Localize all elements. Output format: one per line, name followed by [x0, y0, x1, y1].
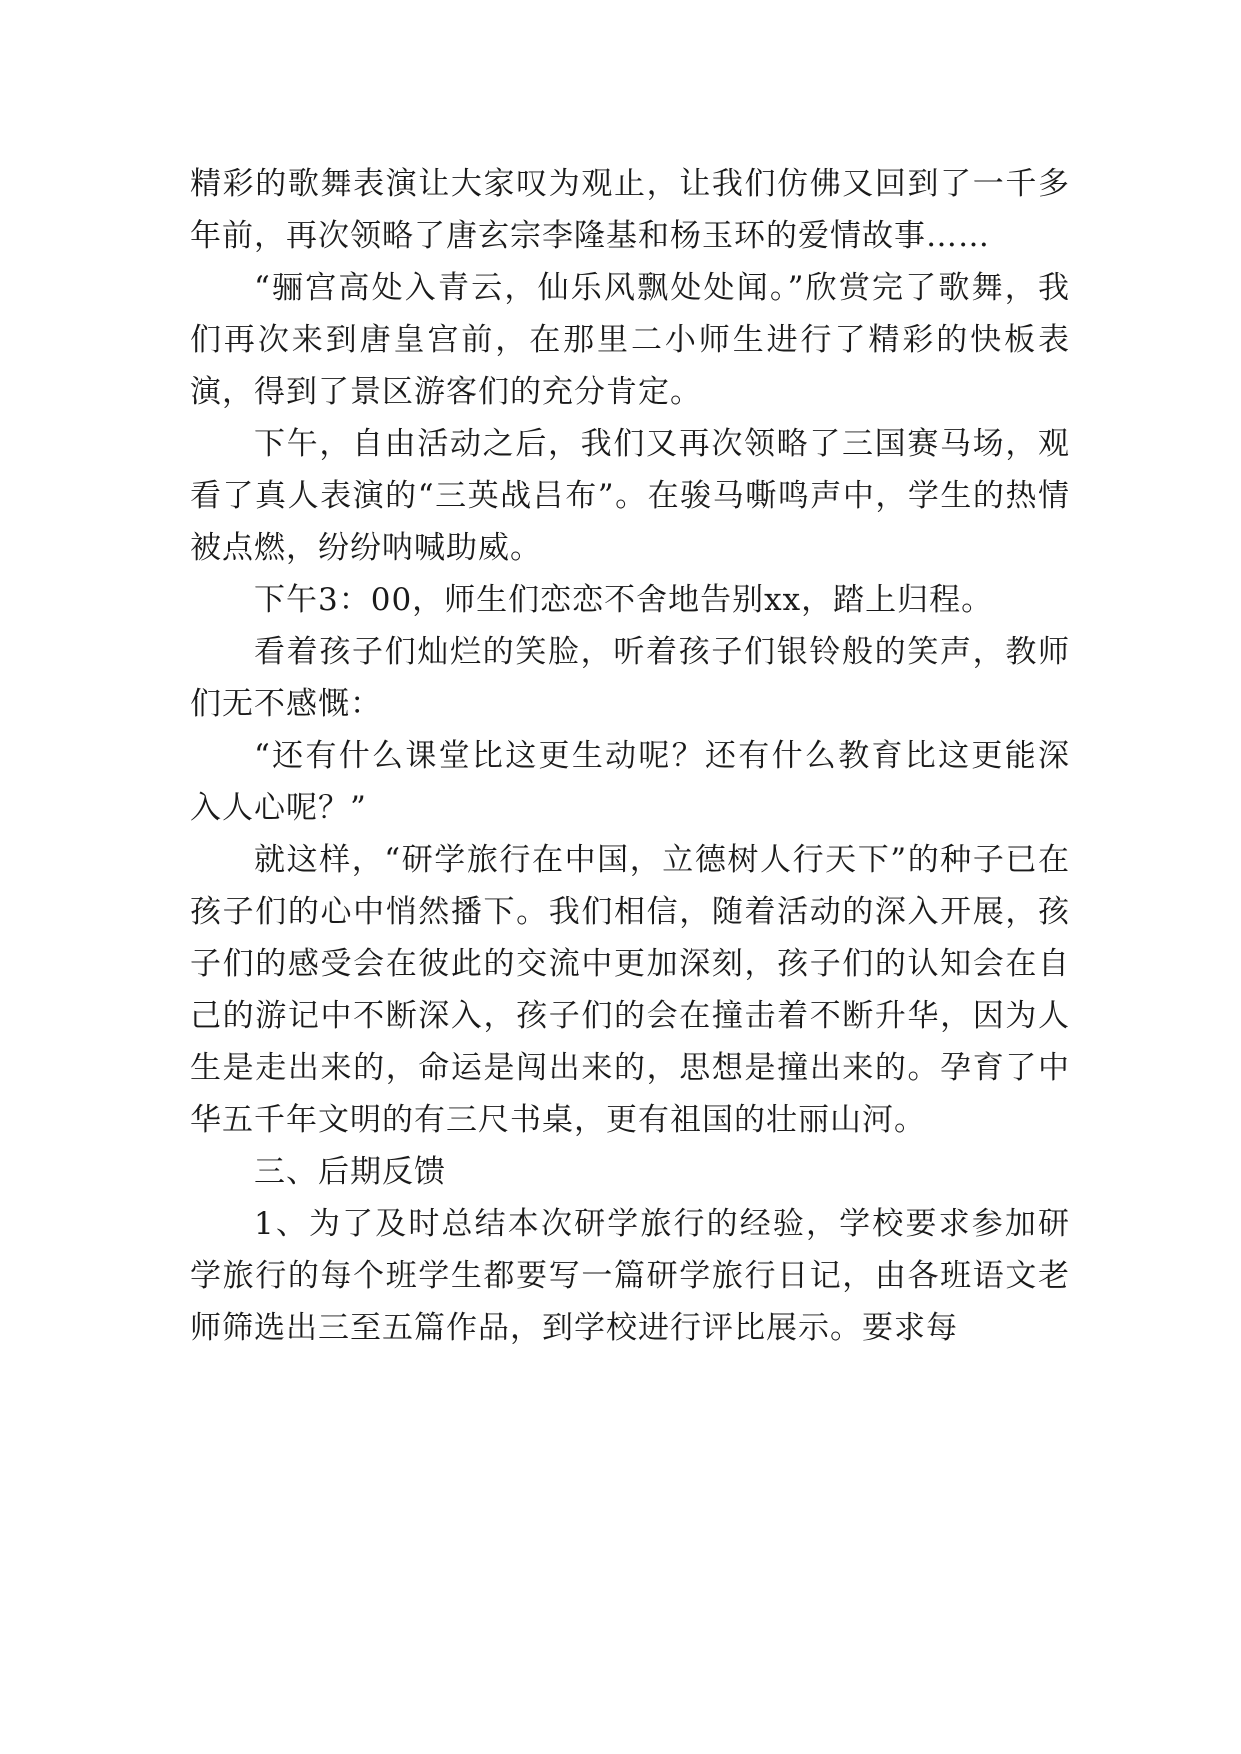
paragraph-feedback-item-1: 1、为了及时总结本次研学旅行的经验，学校要求参加研学旅行的每个班学生都要写一篇研学旅行日记，由各班语文老师筛选出三至五篇作品，到学校进行评比展示。要求每: [190, 1206, 1070, 1346]
paragraph-quote: “还有什么课堂比这更生动呢？还有什么教育比这更能深入人心呢？”: [190, 738, 1070, 826]
paragraph-song-dance: 精彩的歌舞表演让大家叹为观止，让我们仿佛又回到了一千多年前，再次领略了唐玄宗李隆基和杨玉环的爱情故事……: [190, 166, 1070, 254]
paragraph-afternoon-horse-show: 下午，自由活动之后，我们又再次领略了三国赛马场，观看了真人表演的“三英战吕布”。在骏马嘶鸣声中，学生的热情被点燃，纷纷呐喊助威。: [190, 426, 1070, 566]
paragraph-return-trip: 下午3：00，师生们恋恋不舍地告别xx，踏上归程。: [254, 582, 994, 618]
paragraph-teacher-reflection: 看着孩子们灿烂的笑脸，听着孩子们银铃般的笑声，教师们无不感慨：: [190, 634, 1070, 722]
document-body: [190, 158, 1070, 1354]
paragraph-conclusion: 就这样，“研学旅行在中国，立德树人行天下”的种子已在孩子们的心中悄然播下。我们相信，随着活动的深入开展，孩子们的感受会在彼此的交流中更加深刻，孩子们的认知会在自己的游记中不断深入，孩子们的会在撞击着不断升华，因为人生是走出来的，命运是闯出来的，思想是撞出来的。孕育了中华五千年文明的有三尺书桌，更有祖国的壮丽山河。: [190, 842, 1070, 1138]
paragraph-lishan-palace: “骊宫高处入青云，仙乐风飘处处闻。”欣赏完了歌舞，我们再次来到唐皇宫前，在那里二小师生进行了精彩的快板表演，得到了景区游客们的充分肯定。: [190, 270, 1070, 410]
section-heading-feedback: 三、后期反馈: [254, 1154, 446, 1190]
